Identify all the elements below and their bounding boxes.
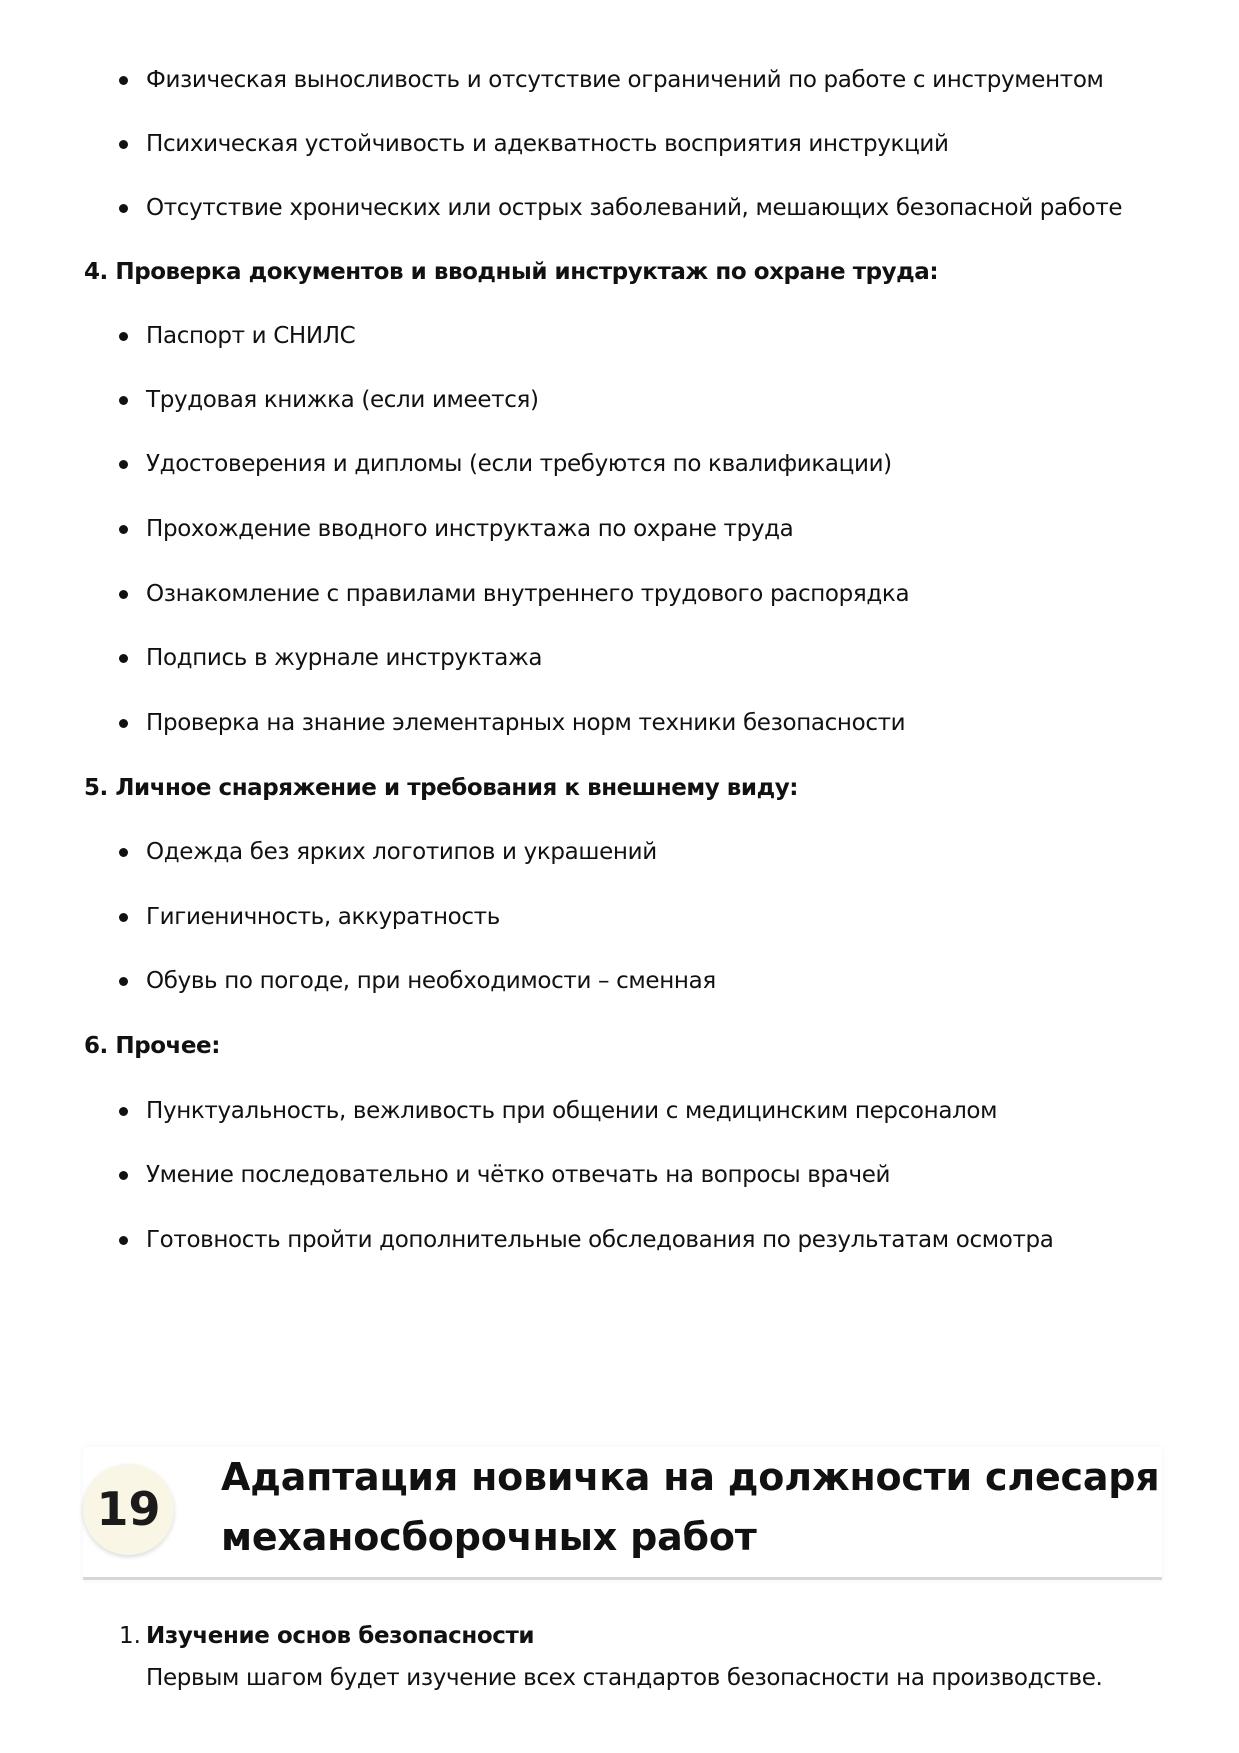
list-item: Готовность пройти дополнительные обследования по результатам осмотра — [146, 1227, 1054, 1253]
step-title: Изучение основ безопасности — [146, 1623, 535, 1649]
chapter-title-line: Адаптация новичка на должности слесаря — [221, 1455, 1160, 1499]
list-item: Прохождение вводного инструктажа по охране труда — [146, 516, 794, 542]
list-item: Паспорт и СНИЛС — [146, 323, 356, 349]
list-item: Проверка на знание элементарных норм техники безопасности — [146, 710, 906, 736]
list-item: Физическая выносливость и отсутствие ограничений по работе с инструментом — [146, 67, 1104, 93]
chapter-header — [83, 1447, 1162, 1580]
list-item: Умение последовательно и чётко отвечать на вопросы врачей — [146, 1162, 891, 1188]
list-item: Подпись в журнале инструктажа — [146, 645, 543, 671]
list-item: Пунктуальность, вежливость при общении с медицинским персоналом — [146, 1098, 998, 1124]
section-heading-appearance: 5. Личное снаряжение и требования к внешнему виду: — [84, 775, 798, 801]
list-item: Ознакомление с правилами внутреннего трудового распорядка — [146, 581, 910, 607]
list-item: Одежда без ярких логотипов и украшений — [146, 839, 657, 865]
section-heading-other: 6. Прочее: — [84, 1033, 220, 1059]
step-number: 1. — [119, 1623, 141, 1649]
list-item: Психическая устойчивость и адекватность восприятия инструкций — [146, 131, 949, 157]
list-item: Отсутствие хронических или острых заболеваний, мешающих безопасной работе — [146, 195, 1123, 221]
list-item: Обувь по погоде, при необходимости – сменная — [146, 968, 716, 994]
section-heading-documents: 4. Проверка документов и вводный инструктаж по охране труда: — [84, 259, 939, 285]
chapter-title — [221, 1447, 1160, 1567]
list-item: Удостоверения и дипломы (если требуются по квалификации) — [146, 451, 892, 477]
chapter-title-line: механосборочных работ — [221, 1515, 757, 1559]
list-item: Гигиеничность, аккуратность — [146, 904, 500, 930]
step-text: Первым шагом будет изучение всех стандартов безопасности на производстве. — [146, 1665, 1103, 1691]
chapter-number-badge: 19 — [83, 1464, 174, 1555]
list-item: Трудовая книжка (если имеется) — [146, 387, 539, 413]
